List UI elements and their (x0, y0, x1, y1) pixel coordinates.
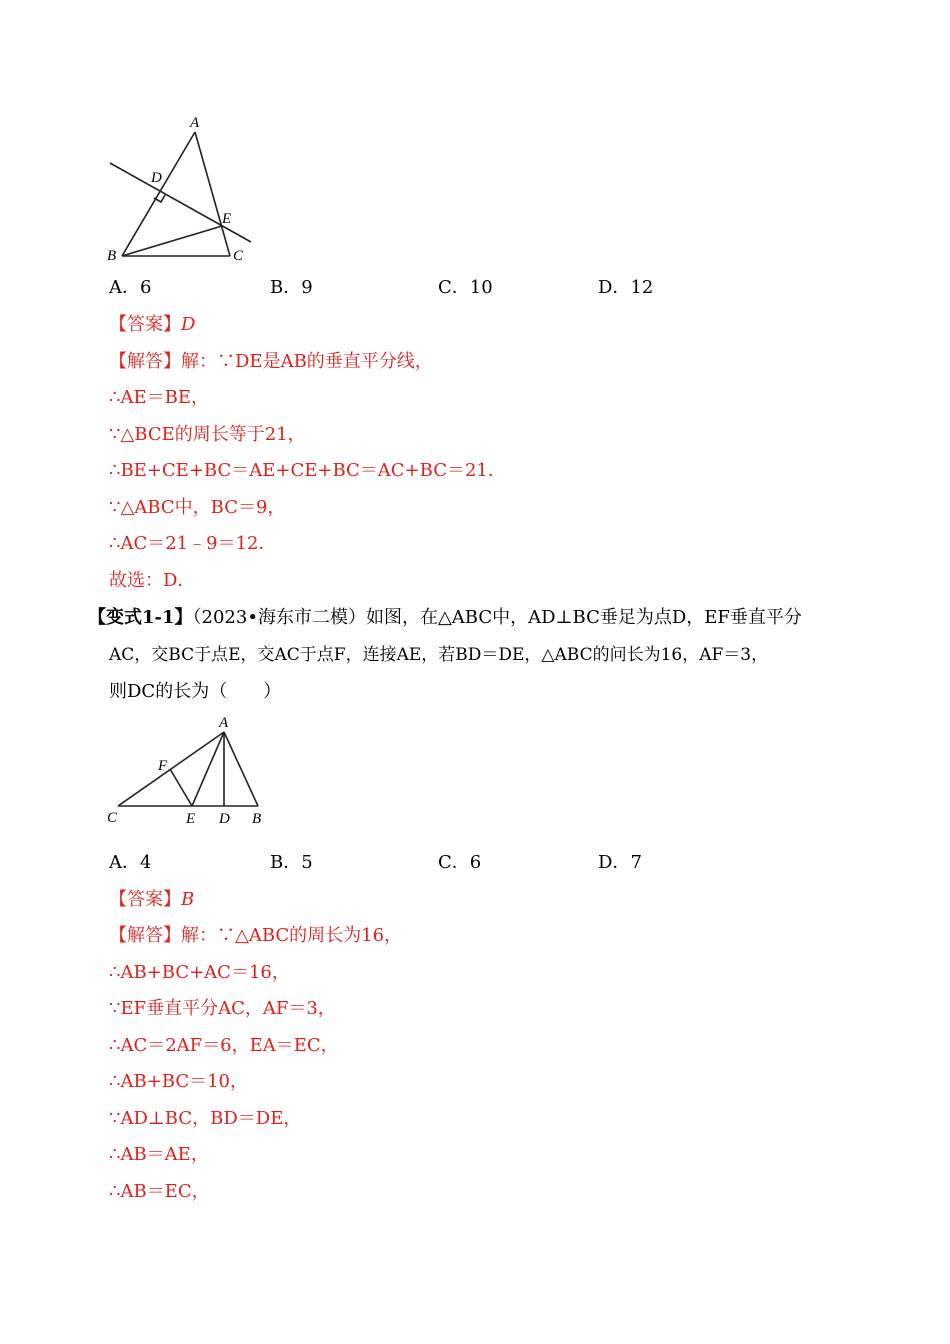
q2-option-c: C．6 (438, 852, 482, 873)
segment-ab (224, 732, 258, 806)
label-d: D (151, 170, 162, 186)
label-a: A (190, 115, 200, 131)
q2-option-d: D．7 (598, 852, 642, 873)
q1-option-b: B．9 (270, 277, 313, 298)
q2-answer: 【答案】B (109, 889, 195, 910)
q2-stem-line-1: 【变式1-1】（2023•海东市二模）如图，在△ABC中，AD⊥BC垂足为点D，EF垂直平分 (88, 607, 802, 628)
q2-step-4: ∴AC＝2AF＝6，EA＝EC， (109, 1035, 339, 1056)
label-f: F (158, 758, 168, 774)
q2-step-5: ∴AB+BC＝10， (109, 1071, 248, 1092)
q2-step-8: ∴AB＝EC， (109, 1181, 210, 1202)
label-c: C (233, 248, 244, 264)
figure-2-triangle (100, 710, 280, 830)
q2-stem-line-2: AC，交BC于点E，交AC于点F，连接AE，若BD＝DE，△ABC的问长为16，AF＝3， (109, 645, 769, 665)
label-c: C (107, 810, 118, 826)
segment-fe (170, 769, 192, 806)
q1-step-5: ∵△ABC中，BC＝9， (109, 497, 286, 518)
q2-step-6: ∵AD⊥BC，BD＝DE， (109, 1108, 302, 1129)
q2-option-b: B．5 (270, 852, 313, 873)
q2-step-7: ∴AB＝AE， (109, 1144, 209, 1165)
q2-step-3: ∵EF垂直平分AC，AF＝3， (109, 998, 336, 1019)
q1-option-c: C．10 (438, 277, 493, 298)
q2-stem-line-3: 则DC的长为（ ） (109, 681, 282, 702)
label-d: D (219, 811, 230, 827)
label-e: E (186, 811, 196, 827)
question-source: （2023•海东市二模） (192, 607, 366, 628)
q1-step-6: ∴AC＝21﹣9＝12． (109, 533, 277, 554)
q1-step-2: ∴AE＝BE， (109, 387, 209, 408)
q1-option-a: A．6 (109, 277, 152, 298)
q2-step-2: ∴AB+BC+AC＝16， (109, 962, 290, 983)
segment-ac (195, 132, 230, 256)
q1-option-d: D．12 (598, 277, 654, 298)
q1-step-4: ∴BE+CE+BC＝AE+CE+BC＝AC+BC＝21． (109, 460, 506, 481)
q2-option-a: A．4 (109, 852, 152, 873)
label-b: B (107, 248, 117, 264)
label-b: B (252, 811, 262, 827)
q1-step-7: 故选：D． (109, 570, 196, 591)
figure-1-triangle (100, 110, 260, 270)
q1-answer: 【答案】D (109, 314, 196, 335)
label-e: E (222, 211, 232, 227)
variant-tag: 【变式1-1】 (88, 607, 193, 628)
perpendicular-bisector (110, 163, 251, 242)
q1-step-3: ∵△BCE的周长等于21， (109, 424, 306, 445)
label-a: A (219, 715, 229, 731)
right-angle-mark (154, 195, 165, 202)
q1-step-1: 【解答】解：∵DE是AB的垂直平分线， (109, 351, 433, 372)
q2-step-1: 【解答】解：∵△ABC的周长为16， (109, 925, 403, 946)
